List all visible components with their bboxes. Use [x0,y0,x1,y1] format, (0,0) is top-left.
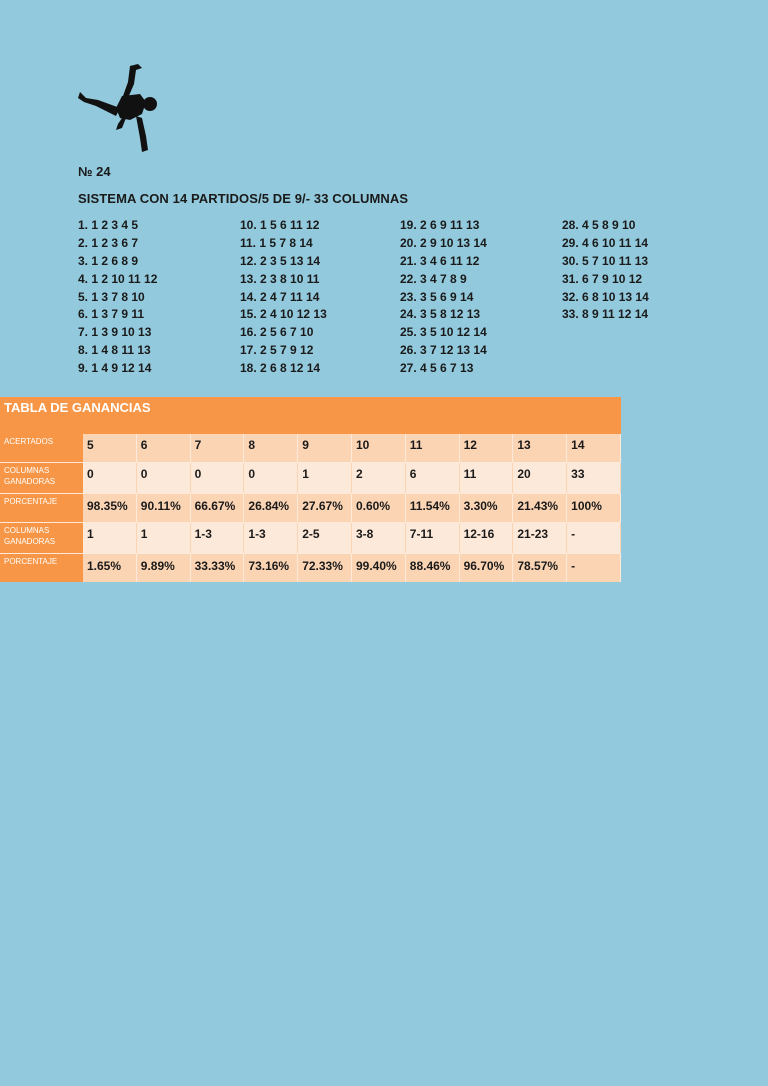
table-cell: 11 [460,463,514,493]
column-entry: 31. 6 7 9 10 12 [562,271,643,286]
table-cell: 96.70% [460,554,514,582]
column-entry: 30. 5 7 10 11 13 [562,253,649,268]
table-cell: 2-5 [298,523,352,553]
table-row [0,522,621,553]
table-cell: 0 [83,463,137,493]
column-group-3 [400,217,487,378]
column-entry: 4. 1 2 10 11 12 [78,271,158,286]
table-row [0,553,621,582]
table-cell: 72.33% [298,554,352,582]
table-cell: 7-11 [406,523,460,553]
column-entry: 24. 3 5 8 12 13 [400,307,481,322]
table-cell: 78.57% [513,554,567,582]
column-entry: 11. 1 5 7 8 14 [240,235,313,250]
table-cell: 0 [244,463,298,493]
column-entry: 3. 1 2 6 8 9 [78,253,139,268]
table-cell: 0 [191,463,245,493]
table-cell: 33.33% [191,554,245,582]
soccer-bicycle-kick-silhouette-icon [76,62,162,154]
column-entry: 19. 2 6 9 11 13 [400,218,480,232]
column-entry: 5. 1 3 7 8 10 [78,289,145,304]
table-row [0,493,621,522]
column-entry: 28. 4 5 8 9 10 [562,218,636,232]
table-cell: 100% [567,494,621,522]
column-entry: 20. 2 9 10 13 14 [400,235,487,250]
table-title: TABLA DE GANANCIAS [0,397,621,434]
table-cell: 14 [567,434,621,462]
column-entry: 32. 6 8 10 13 14 [562,289,649,304]
column-entry: 9. 1 4 9 12 14 [78,361,152,376]
column-entry: 13. 2 3 8 10 11 [240,271,320,286]
column-entry: 33. 8 9 11 12 14 [562,307,649,322]
column-group-2 [240,217,327,378]
table-cell: 90.11% [137,494,191,522]
table-cell: 12 [460,434,514,462]
column-entry: 16. 2 5 6 7 10 [240,325,314,340]
system-title: SISTEMA CON 14 PARTIDOS/5 DE 9/- 33 COLUMNAS [78,191,409,206]
row-label: ACERTADOS [0,434,83,462]
column-entry: 18. 2 6 8 12 14 [240,361,321,376]
column-entry: 12. 2 3 5 13 14 [240,253,321,268]
column-entry: 29. 4 6 10 11 14 [562,235,649,250]
table-cell: 20 [513,463,567,493]
table-cell: 6 [406,463,460,493]
column-entry: 25. 3 5 10 12 14 [400,325,487,340]
table-cell: 3-8 [352,523,406,553]
table-cell: 1 [83,523,137,553]
row-label: PORCENTAJE [0,554,83,582]
winnings-table [0,397,621,582]
table-cell: 33 [567,463,621,493]
column-entry: 15. 2 4 10 12 13 [240,307,327,322]
table-cell: 9.89% [137,554,191,582]
table-cell: 9 [298,434,352,462]
document-number: № 24 [78,164,111,179]
table-cell: 66.67% [191,494,245,522]
table-cell: 7 [191,434,245,462]
table-cell: 6 [137,434,191,462]
column-entry: 7. 1 3 9 10 13 [78,325,152,340]
column-entry: 17. 2 5 7 9 12 [240,343,314,358]
column-entry: 23. 3 5 6 9 14 [400,289,474,304]
table-cell: 99.40% [352,554,406,582]
table-cell: 88.46% [406,554,460,582]
column-entry: 21. 3 4 6 11 12 [400,253,480,268]
row-label: COLUMNAS GANADORAS [0,523,83,553]
row-label: COLUMNAS GANADORAS [0,463,83,493]
table-cell: 1-3 [191,523,245,553]
column-entry: 1. 1 2 3 4 5 [78,218,139,232]
table-cell: 2 [352,463,406,493]
column-entry: 10. 1 5 6 11 12 [240,218,320,232]
table-row [0,462,621,493]
table-cell: 8 [244,434,298,462]
table-cell: 3.30% [460,494,514,522]
table-cell: 12-16 [460,523,514,553]
table-cell: 27.67% [298,494,352,522]
row-label: PORCENTAJE [0,494,83,522]
table-cell: 11 [406,434,460,462]
column-entry: 8. 1 4 8 11 13 [78,343,151,358]
table-cell: 13 [513,434,567,462]
table-cell: - [567,523,621,553]
table-cell: 0 [137,463,191,493]
table-cell: 1 [137,523,191,553]
column-entry: 22. 3 4 7 8 9 [400,271,467,286]
table-row [0,434,621,462]
table-cell: 73.16% [244,554,298,582]
column-group-1 [78,217,157,378]
table-cell: 11.54% [406,494,460,522]
column-group-4 [562,217,649,324]
table-cell: 1-3 [244,523,298,553]
table-cell: 1.65% [83,554,137,582]
table-cell: 10 [352,434,406,462]
table-cell: 26.84% [244,494,298,522]
column-entry: 27. 4 5 6 7 13 [400,361,474,376]
column-entry: 6. 1 3 7 9 11 [78,307,145,322]
column-entry: 14. 2 4 7 11 14 [240,289,320,304]
table-cell: 0.60% [352,494,406,522]
table-cell: - [567,554,621,582]
table-cell: 98.35% [83,494,137,522]
table-cell: 1 [298,463,352,493]
table-cell: 21-23 [513,523,567,553]
column-entry: 2. 1 2 3 6 7 [78,235,139,250]
column-entry: 26. 3 7 12 13 14 [400,343,487,358]
table-cell: 21.43% [513,494,567,522]
table-cell: 5 [83,434,137,462]
